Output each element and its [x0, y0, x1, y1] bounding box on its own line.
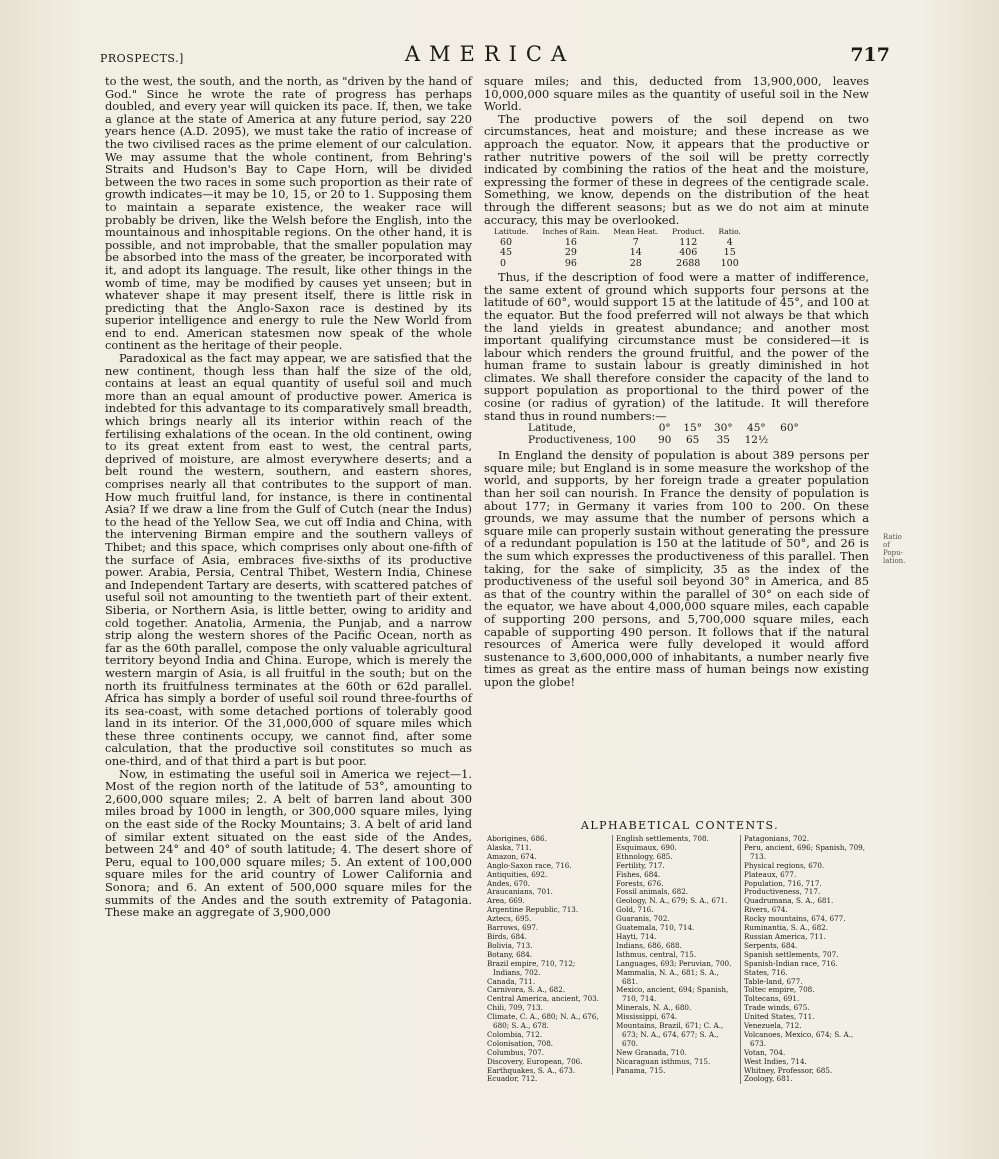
index-entry: Volcanoes, Mexico, 674; S. A., 673. — [744, 1029, 854, 1048]
cell: 16 — [564, 236, 577, 248]
index-entry: Discovery, European, 706. — [487, 1056, 583, 1066]
index-entry: Fertility, 717. — [616, 860, 665, 870]
index-entry: United States, 711. — [744, 1012, 815, 1022]
index-entry: Colombia, 712. — [487, 1029, 543, 1039]
index-entry: Productiveness, 717. — [744, 887, 821, 897]
cell: 29 — [564, 247, 577, 259]
index-entry: Mexico, ancient, 694; Spanish, 710, 714. — [616, 985, 729, 1004]
cell: 12½ — [744, 433, 769, 446]
page-number: 717 — [850, 44, 890, 66]
running-header — [100, 40, 890, 70]
table-row — [528, 435, 811, 447]
index-entry: Spanish settlements, 707. — [744, 949, 839, 959]
paragraph: square miles; and this, deducted from 13,900,000, leaves 10,000,000 square miles as the quantity of useful soil in the New World. — [484, 74, 869, 114]
index-entry: Botany, 684. — [487, 949, 533, 959]
rain-heat-table — [494, 227, 755, 269]
index-entry: Forests, 676. — [616, 878, 664, 888]
margin-note-line: Popu- — [883, 549, 903, 557]
section-label: PROSPECTS.] — [100, 52, 184, 65]
index-entry: States, 716. — [744, 967, 788, 977]
index-entry: Toltec empire, 708. — [744, 985, 815, 995]
index-entry: Ethnology, 685. — [616, 851, 673, 861]
index-entry: Earthquakes, S. A., 673. — [487, 1065, 576, 1075]
index-entry: West Indies, 714. — [744, 1056, 807, 1066]
index-entry: Ruminantia, S. A., 682. — [744, 923, 829, 933]
cell: Productiveness, 100 — [528, 433, 636, 446]
index-entry: Peru, ancient, 696; Spanish, 709, 713. — [744, 842, 866, 861]
index-entry: Amazon, 674. — [487, 851, 537, 861]
margin-note-line: of — [883, 541, 890, 549]
index-entry: Columbus, 707. — [487, 1047, 545, 1057]
index-entry: Aborigines, 686. — [487, 834, 547, 843]
page-title: AMERICA — [404, 42, 576, 66]
index-entry: Population, 716, 717. — [744, 878, 822, 888]
index-entry: Central America, ancient, 703. — [487, 994, 600, 1004]
margin-note — [883, 533, 905, 565]
cell: 112 — [679, 236, 698, 248]
index-entry: Ecuador, 712. — [487, 1074, 538, 1084]
paragraph: Paradoxical as the fact may appear, we are satisfied that the new continent, though less than half the size of the old, contains at least an equal quantity of useful soil and much more than an equal amount of productive power. America is indebted for this advantage to its comparatively small breadth, which brings nearly all its interior within reach of the fertilising exhalations of the ocean. In the old continent, owing to its great extent from east to west, the central parts, deprived of moisture, are almost everywhere deserts; and a belt round the western, southern, and eastern shores, comprises nearly all that contributes to the support of man. How much fruitful land, for instance, is there in continental Asia? If we draw a line from the Gulf of Cutch (near the Indus) to the head of the Yellow Sea, we cut off India and China, with the intervening Birman empire and the southern valleys of Thibet; and this space, which comprises only about one-fifth of the surface of Asia, embraces five-sixths of its productive power. Arabia, Persia, Central Thibet, Western India, Chinese and Independent Tartary are deserts, with scattered patches of useful soil not amounting to the twentieth part of their extent. Siberia, or Northern Asia, is little better, owing to aridity and cold together. Anatolia, Armenia, the Punjab, and a narrow strip along the western shores of the Pacific Ocean, north as far as the 60th parallel, compose the only valuable agricultural territory beyond India and China. Europe, which is merely the western margin of Asia, is all fruitful in the south; but on the north its fruitfulness terminates at the 60th or 62d parallel. Africa has simply a border of useful soil round three-fourths of its sea-coast, with some detached portions of tolerably good land in its interior. Of the 31,000,000 of square miles which these three continents occupy, we cannot find, after some calculation, that the productive soil constitutes so much as one-third, and of that third a part is but poor. — [105, 351, 472, 769]
cell: 30° — [713, 422, 733, 435]
index-entry: Gold, 716. — [616, 905, 654, 915]
cell — [780, 435, 811, 447]
margin-note-line: lation. — [883, 557, 906, 565]
index-entry: Colonisation, 708. — [487, 1038, 554, 1048]
index-entry: Toltecans, 691. — [744, 994, 800, 1004]
cell: 4 — [726, 236, 733, 248]
index-entry: Antiquities, 692. — [487, 869, 548, 879]
paragraph: Now, in estimating the useful soil in America we reject—1. Most of the region north of the latitude of 53°, amounting to 2,600,000 square miles; 2. A belt of barren land about 300 miles broad by 1000 in length, or 300,000 square miles, lying on the east side of the Rocky Mountains; 3. A belt of arid land of similar extent situated on the east side of the Andes, between 24° and 40° of south latitude; 4. The desert shore of Peru, equal to 100,000 square miles; 5. An extent of 100,000 square miles for the arid country of Lower California and Sonora; and 6. An extent of 500,000 square miles for the summits of the Andes and the south extremity of Patagonia. These make an aggregate of 3,900,000 — [105, 766, 472, 920]
right-column — [484, 75, 869, 689]
cell: 45 — [500, 247, 513, 259]
index-entry: Geology, N. A., 679; S. A., 671. — [616, 896, 728, 906]
index-title: ALPHABETICAL CONTENTS. — [580, 819, 780, 832]
cell: 90 — [657, 433, 672, 446]
index-entry: Plateaux, 677. — [744, 869, 797, 879]
table-header: Inches of Rain. — [542, 227, 600, 237]
paragraph: to the west, the south, and the north, as "driven by the hand of God." Since he wrote the rate of progress has perhaps doubled, and every year will quicken its pace. If, then, we take a glance at the state of America at any future period, say 220 years hence (A.D. 2095), we must take the ratio of increase of the two civilised races as the prime element of our calculation. We may assume that the whole continent, from Behring's Straits and Hudson's Bay to Cape Horn, will be divided between the two races in some such proportion as their rate of growth indicates—it may be 10, 15, or 20 to 1. Supposing them to maintain a separate existence, the weaker race will probably be driven, like the Welsh before the English, into the mountainous and inhospitable regions. On the other hand, it is possible, and not improbable, that the smaller population may be absorbed into the mass of the greater, be incorporated with it, and adopt its language. The result, like other things in the womb of time, may be modified by causes yet unseen; but in whatever shape it may present itself, there is little risk in predicting that the Anglo-Saxon race is destined by its superior intelligence and energy to rule the New World from end to end. American statesmen now speak of the whole continent as the heritage of their people. — [105, 74, 472, 353]
table-header: Product. — [672, 227, 705, 237]
cell: 60 — [500, 236, 513, 248]
cell: 35 — [716, 433, 730, 446]
cell: Latitude, — [528, 422, 577, 435]
cell: 45° — [747, 422, 766, 435]
index-entry: English settlements, 708. — [616, 834, 709, 843]
index-entry: Zoology, 681. — [744, 1074, 793, 1084]
paragraph: The productive powers of the soil depend on two circumstances, heat and moisture; and these increase as we approach the equator. Now, it appears that the productive or rather nutritive powers of the soil will be pretty correctly indicated by combining the ratios of the heat and the moisture, expressing the former of these in degrees of the centigrade scale. Something, we know, depends on the distribution of the heat through the different seasons; but as we do not aim at minute accuracy, this may be overlooked. — [484, 111, 869, 227]
index-entry: Russian America, 711. — [744, 931, 826, 941]
paragraph: In England the density of population is about 389 persons per square mile; but England is in some measure the workshop of the world, and supports, by her foreign trade a greater population than her soil can nourish. In France the density of population is about 177; in Germany it varies from 100 to 200. On these grounds, we may assume that the number of persons which a square mile can properly sustain without generating the pressure of a redundant population is 150 at the latitude of 50°, and 26 is the sum which expresses the productiveness of this parallel. Then taking, for the sake of simplicity, 35 as the index of the productiveness of the useful soil beyond 30° in America, and 85 as that of the country within the parallel of 30° on each side of the equator, we have about 4,000,000 square miles, each capable of supporting 200 persons, and 5,700,000 square miles, each capable of supporting 490 person. It follows that if the natural resources of America were fully developed it would afford sustenance to 3,600,000,000 of inhabitants, a number nearly five times as great as the entire mass of human beings now existing upon the globe! — [484, 448, 869, 689]
index-entry: Spanish-Indian race, 716. — [744, 958, 838, 968]
table-row — [494, 248, 755, 259]
index-entry: Fishes, 684. — [616, 869, 661, 879]
cell: 65 — [685, 433, 700, 446]
index-entry: Hayti, 714. — [616, 931, 657, 941]
table-row — [494, 259, 755, 270]
index-entry: Indians, 686, 688. — [616, 940, 682, 950]
index-entry: Esquimaux, 690. — [616, 842, 677, 852]
index-entry: Whitney, Professor, 685. — [744, 1065, 833, 1075]
productiveness-table — [528, 423, 811, 446]
index-entry: Argentine Republic, 713. — [487, 905, 579, 915]
index-entry: Carnivora, S. A., 682. — [487, 985, 566, 995]
index-entry: Chili, 709, 713. — [487, 1003, 543, 1013]
index-entry: Trade winds, 675. — [744, 1003, 810, 1013]
index-entry: Bolivia, 713. — [487, 940, 533, 950]
index-entry: Alaska, 711. — [487, 842, 532, 852]
index-entry: Minerals, N. A., 680. — [616, 1003, 692, 1013]
index-entry: Votan, 704. — [744, 1047, 786, 1057]
cell: 100 — [720, 257, 739, 269]
index-entry: Nicaraguan isthmus, 715. — [616, 1056, 711, 1066]
index-entry: Rocky mountains, 674, 677. — [744, 914, 846, 924]
index-entry: Patagonians, 702. — [744, 834, 810, 843]
index-entry: Barrows, 697. — [487, 923, 539, 933]
index-entry: Quadrumana, S. A., 681. — [744, 896, 834, 906]
index-entry: Birds, 684. — [487, 931, 527, 941]
index-entry: Canada, 711. — [487, 976, 536, 986]
index-entry: Anglo-Saxon race, 716. — [487, 860, 572, 870]
index-entry: Mississippi, 674. — [616, 1012, 678, 1022]
index-entry: Isthmus, central, 715. — [616, 949, 697, 959]
index-entry: Climate, C. A., 680; N. A., 676, 680; S. A., 678. — [487, 1012, 599, 1031]
cell: 96 — [564, 257, 577, 269]
index-entry: Table-land, 677. — [744, 976, 803, 986]
cell: 0 — [500, 257, 507, 269]
table-header: Mean Heat. — [613, 227, 659, 237]
index-entry: Andes, 670. — [487, 878, 530, 888]
index-entry: Guatemala, 710, 714. — [616, 923, 695, 933]
index-entry: Brazil empire, 710, 712; Indians, 702. — [487, 958, 576, 977]
index-entry: Languages, 693; Peruvian, 700. — [616, 958, 732, 968]
margin-note-line: Ratio — [883, 533, 902, 541]
cell: 15 — [723, 247, 736, 259]
index-column-2 — [612, 835, 734, 1075]
index-entry: New Granada, 710. — [616, 1047, 687, 1057]
index-entry: Rivers, 674. — [744, 905, 788, 915]
cell: 14 — [629, 247, 642, 259]
index-entry: Serpents, 684. — [744, 940, 798, 950]
left-column — [105, 75, 472, 919]
index-entry: Guaranis, 702. — [616, 914, 670, 924]
cell: 406 — [679, 247, 698, 259]
index-entry: Venezuela, 712. — [744, 1021, 802, 1031]
table-row — [494, 238, 755, 249]
index-entry: Araucanians, 701. — [487, 887, 553, 897]
index-entry: Fossil animals, 682. — [616, 887, 689, 897]
cell: 2688 — [676, 257, 701, 269]
cell: 15° — [683, 422, 702, 435]
cell: 7 — [632, 236, 639, 248]
table-header: Latitude. — [494, 227, 529, 237]
index-entry: Aztecs, 695. — [487, 914, 532, 924]
cell: 28 — [629, 257, 642, 269]
cell: 0° — [658, 422, 671, 435]
index-entry: Physical regions, 670. — [744, 860, 825, 870]
index-entry: Mammalia, N. A., 681; S. A., 681. — [616, 967, 719, 986]
table-header: Ratio. — [718, 227, 741, 237]
index-entry: Area, 669. — [487, 896, 525, 906]
index-entry: Panama, 715. — [616, 1065, 666, 1075]
index-column-3 — [740, 835, 869, 1084]
index-entry: Mountains, Brazil, 671; C. A., 673; N. A., 674, 677; S. A., 670. — [616, 1021, 724, 1048]
cell: 60° — [780, 422, 799, 435]
index-column-1 — [487, 835, 605, 1084]
paragraph: Thus, if the description of food were a matter of indifference, the same extent of ground which supports four persons at the latitude of 60°, would support 15 at the latitude of 45°, and 100 at the equator. But the food preferred will not always be that which the land yields in greatest abundance; and another most important qualifying circumstance must be considered—it is labour which renders the ground fruitful, and the power of the human frame to sustain labour is greatly diminished in hot climates. We shall therefore consider the capacity of the land to support population as proportional to the third power of the cosine (or radius of gyration) of the latitude. It will therefore stand thus in round numbers:— — [484, 270, 869, 423]
